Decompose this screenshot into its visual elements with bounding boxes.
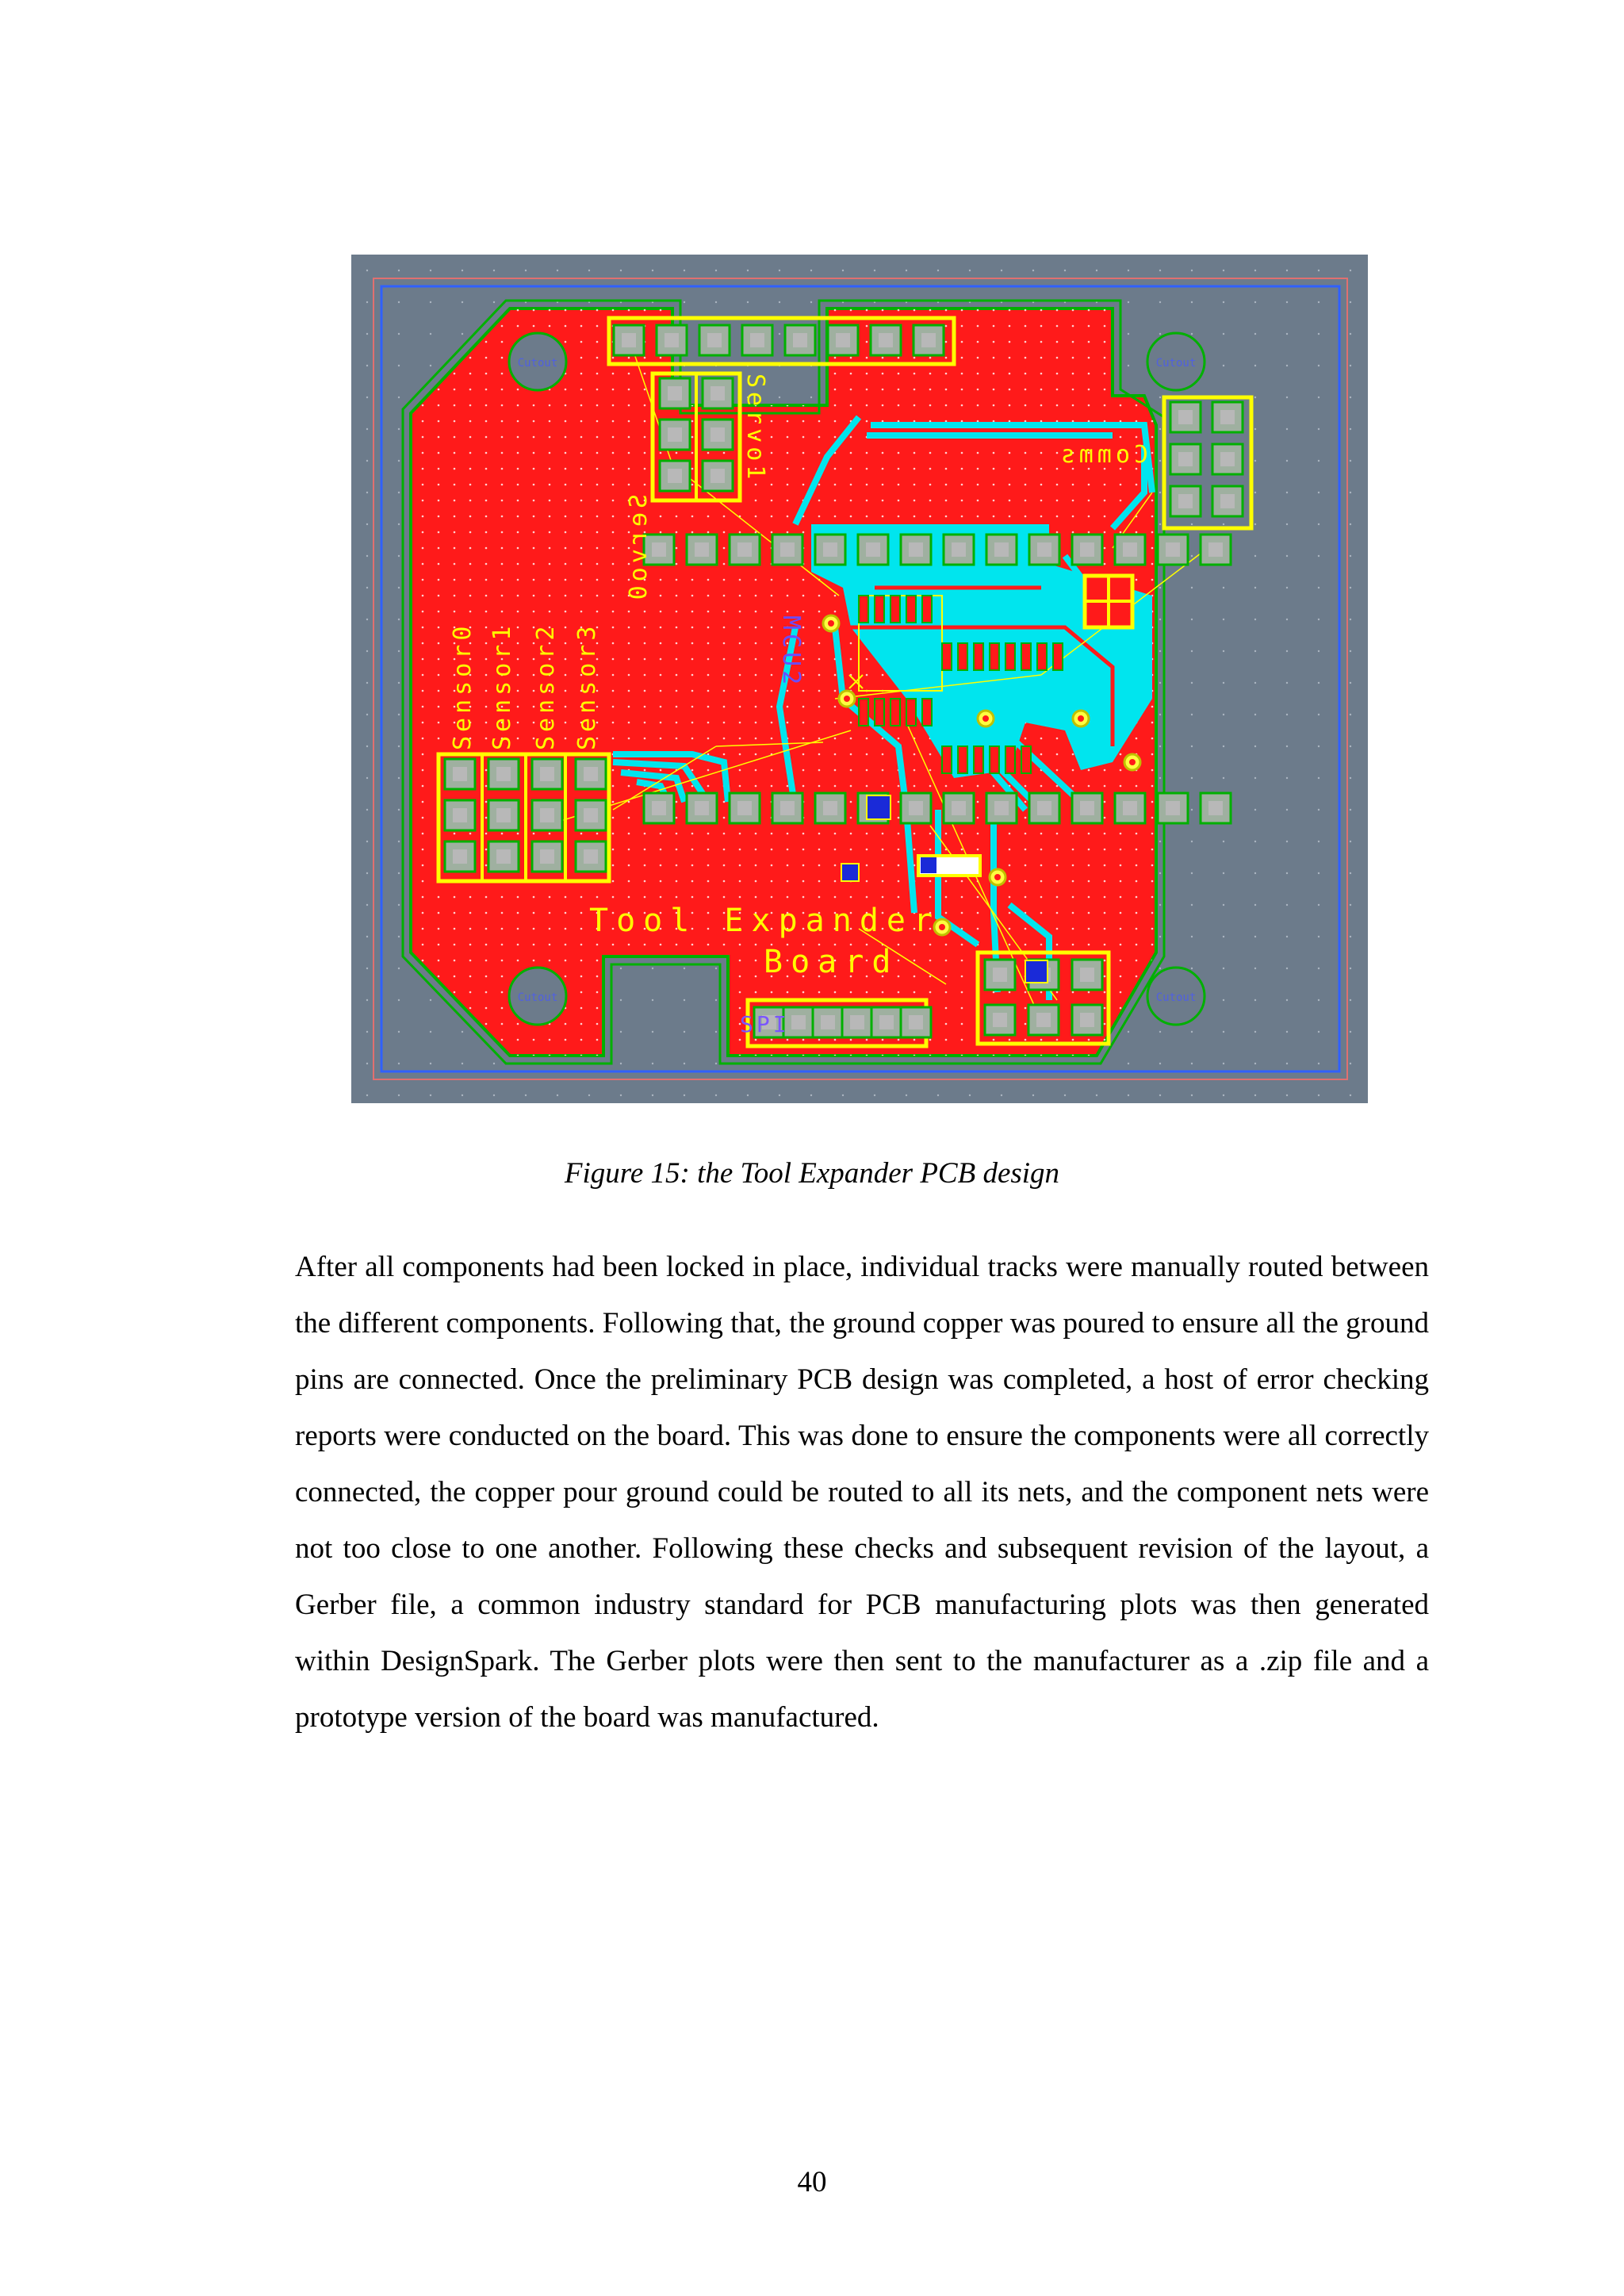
component-capacitor: [1085, 576, 1132, 627]
through-hole-pad: [1170, 402, 1201, 432]
smd-pad: [891, 699, 900, 726]
smd-pad: [958, 643, 967, 670]
svg-text:Cutout: Cutout: [517, 357, 558, 370]
through-hole-pad: [871, 325, 901, 355]
through-hole-pad: [986, 793, 1017, 823]
through-hole-pad: [1158, 793, 1188, 823]
through-hole-pad: [1072, 535, 1102, 565]
figure-caption: Figure 15: the Tool Expander PCB design: [564, 1157, 1060, 1190]
through-hole-pad: [772, 793, 802, 823]
smd-pad: [906, 596, 916, 623]
via-drill: [844, 696, 850, 702]
svg-text:Cutout: Cutout: [517, 991, 558, 1004]
through-hole-pad: [576, 759, 606, 789]
through-hole-pad: [815, 793, 845, 823]
smd-pad: [1021, 643, 1031, 670]
smd-pad: [859, 699, 868, 726]
through-hole-pad: [532, 759, 562, 789]
through-hole-pad: [1212, 402, 1243, 432]
through-hole-pad: [772, 535, 802, 565]
smd-pad: [1005, 643, 1015, 670]
pcb-layout-figure: [351, 255, 1368, 1103]
smd-pad: [1053, 643, 1063, 670]
through-hole-pad: [985, 1005, 1015, 1035]
through-hole-pad: [660, 420, 690, 450]
through-hole-pad: [644, 793, 674, 823]
through-hole-pad: [901, 793, 931, 823]
through-hole-pad: [488, 841, 519, 872]
label-sensor2: Sensor2: [532, 622, 560, 750]
through-hole-pad: [730, 535, 760, 565]
through-hole-pad: [944, 535, 974, 565]
via-drill: [994, 874, 1001, 880]
through-hole-pad: [576, 800, 606, 830]
through-hole-pad: [703, 420, 733, 450]
through-hole-pad: [871, 1007, 902, 1037]
smd-pad: [990, 643, 999, 670]
board-title-line2: Board: [764, 944, 899, 980]
smd-pad: [1037, 643, 1047, 670]
through-hole-pad: [901, 1007, 931, 1037]
through-hole-pad: [660, 461, 690, 491]
smd-pad: [958, 746, 967, 773]
through-hole-pad: [614, 325, 644, 355]
smd-pad: [875, 699, 884, 726]
smd-pad: [974, 643, 983, 670]
through-hole-pad: [703, 378, 733, 408]
through-hole-pad: [1212, 486, 1243, 516]
smd-pad: [875, 596, 884, 623]
through-hole-pad: [828, 325, 858, 355]
through-hole-pad: [576, 841, 606, 872]
through-hole-pad: [858, 535, 888, 565]
label-sensor0: Sensor0: [449, 622, 477, 750]
smd-pad: [942, 643, 952, 670]
page-number: 40: [797, 2166, 827, 2198]
through-hole-pad: [944, 793, 974, 823]
svg-text:Cutout: Cutout: [1155, 991, 1197, 1004]
smd-pad: [906, 699, 916, 726]
smd-pad: [922, 596, 932, 623]
label-mcu: MCU2: [777, 615, 805, 689]
through-hole-pad: [1212, 444, 1243, 474]
through-hole-pad: [842, 1007, 872, 1037]
smd-pad: [922, 699, 932, 726]
through-hole-pad: [1170, 486, 1201, 516]
through-hole-pad: [1201, 535, 1231, 565]
smd-pad: [1025, 960, 1048, 983]
through-hole-pad: [815, 535, 845, 565]
via-drill: [1078, 715, 1084, 722]
through-hole-pad: [703, 461, 733, 491]
label-comms: Comms: [1056, 441, 1148, 469]
through-hole-pad: [532, 841, 562, 872]
through-hole-pad: [813, 1007, 843, 1037]
through-hole-pad: [1170, 444, 1201, 474]
through-hole-pad: [1028, 1005, 1059, 1035]
board-title-line1: Tool Expander: [589, 903, 941, 939]
label-spi: SPI: [740, 1011, 790, 1037]
svg-text:Cutout: Cutout: [1155, 357, 1197, 370]
smd-pad: [974, 746, 983, 773]
through-hole-pad: [657, 325, 687, 355]
through-hole-pad: [986, 535, 1017, 565]
smd-pad: [942, 746, 952, 773]
through-hole-pad: [742, 325, 772, 355]
through-hole-pad: [985, 960, 1015, 990]
through-hole-pad: [1029, 535, 1059, 565]
via-drill: [1129, 759, 1136, 765]
through-hole-pad: [488, 759, 519, 789]
smd-pad: [990, 746, 999, 773]
through-hole-pad: [445, 800, 475, 830]
label-servo1: Servo1: [741, 374, 769, 484]
body-text: [295, 1239, 1429, 1746]
through-hole-pad: [532, 800, 562, 830]
through-hole-pad: [1072, 793, 1102, 823]
smd-pad: [841, 864, 859, 881]
label-servo0: Servo0: [625, 494, 653, 604]
through-hole-pad: [785, 325, 815, 355]
via-drill: [982, 715, 989, 722]
smd-pad: [891, 596, 900, 623]
smd-pad: [859, 596, 868, 623]
through-hole-pad: [1115, 535, 1145, 565]
smd-pad: [1005, 746, 1015, 773]
through-hole-pad: [488, 800, 519, 830]
through-hole-pad: [901, 535, 931, 565]
through-hole-pad: [660, 378, 690, 408]
smd-pad: [1021, 746, 1031, 773]
through-hole-pad: [699, 325, 730, 355]
smd-pad: [867, 795, 891, 819]
through-hole-pad: [445, 841, 475, 872]
through-hole-pad: [687, 535, 717, 565]
through-hole-pad: [1029, 793, 1059, 823]
through-hole-pad: [445, 759, 475, 789]
through-hole-pad: [1201, 793, 1231, 823]
component-resistor: [918, 856, 980, 876]
through-hole-pad: [1072, 1005, 1102, 1035]
label-sensor1: Sensor1: [488, 622, 516, 750]
label-sensor3: Sensor3: [573, 622, 601, 750]
through-hole-pad: [1072, 960, 1102, 990]
through-hole-pad: [914, 325, 944, 355]
paragraph: After all components had been locked in place, individual tracks were manually routed between the different components. Following that, the ground copper was poured to ensure all the ground pins are connected. Once the preliminary PCB design was completed, a host of error checking reports were conducted on the board. This was done to ensure the components were all correctly connected, the copper pour ground could be routed to all its nets, and the component nets were not too close to one another. Following these checks and subsequent revision of the layout, a Gerber file, a common industry standard for PCB manufacturing plots was then generated within DesignSpark. The Gerber plots were then sent to the manufacturer as a .zip file and a prototype version of the board was manufactured.: [295, 1251, 1429, 1734]
through-hole-pad: [687, 793, 717, 823]
through-hole-pad: [730, 793, 760, 823]
through-hole-pad: [1158, 535, 1188, 565]
via-drill: [828, 620, 834, 627]
through-hole-pad: [1115, 793, 1145, 823]
